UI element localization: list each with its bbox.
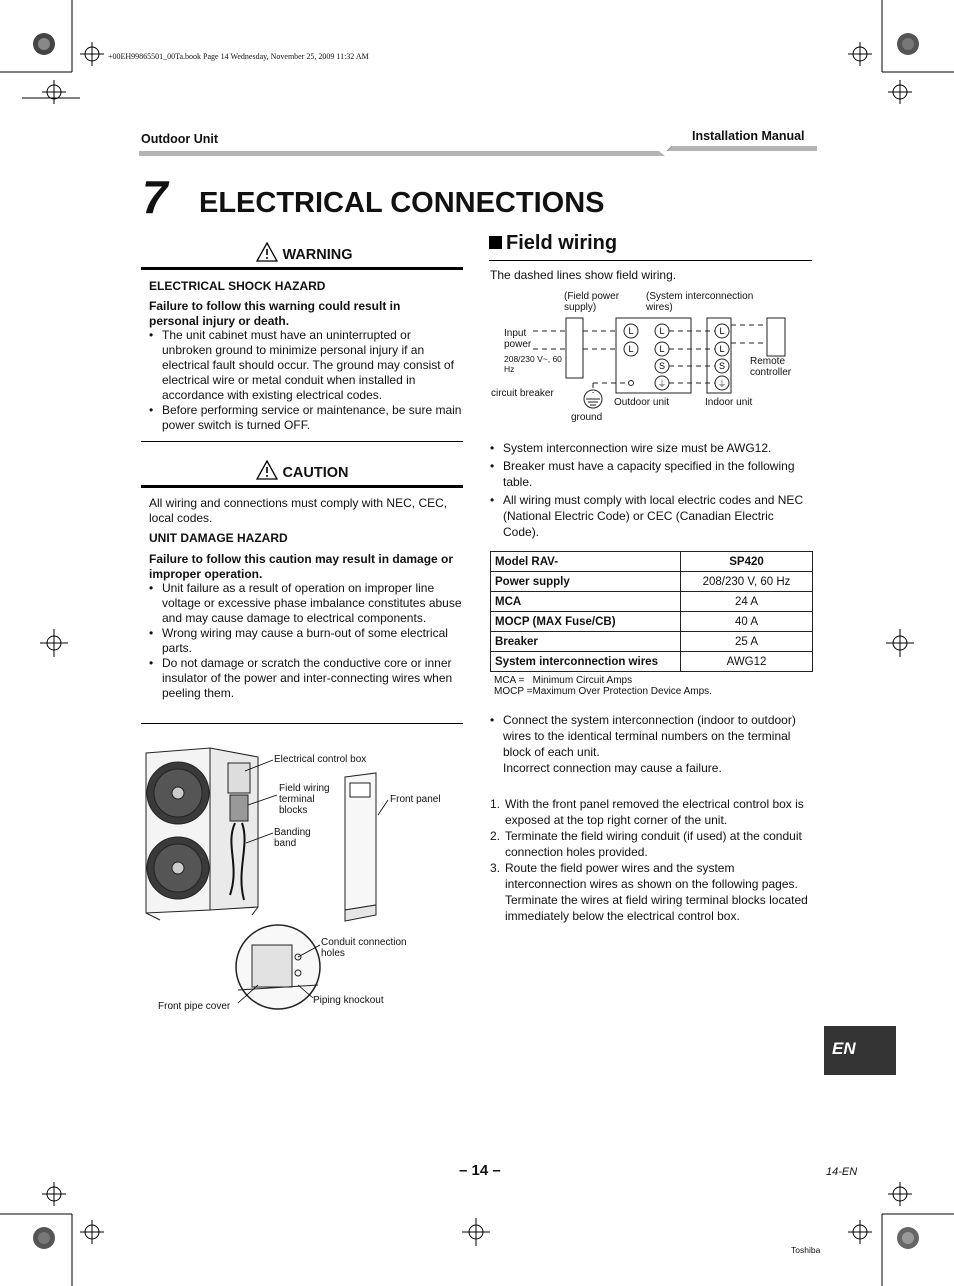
terminal-label: L [628,326,634,336]
terminal-label: ⏚ [717,379,727,389]
terminal-label: S [718,361,726,371]
caution-title: CAUTION [282,465,349,481]
table-row [491,612,813,632]
field-wiring-bullet: • All wiring must comply with local electric codes and NEC (National Electric Code) or CEC (Canadian Electric Code). [490,492,812,540]
table-cell: 208/230 V, 60 Hz [681,572,813,592]
field-wiring-bullet: • System interconnection wire size must be AWG12. [490,440,812,456]
table-row [491,572,813,592]
table-cell: MCA [491,592,681,612]
section-square-icon [489,236,502,249]
table-cell: Power supply [491,572,681,592]
label-ground: ground [571,412,603,423]
label-conduit-holes: Conduit connection holes [321,937,407,959]
terminal-label: ⏚ [657,379,667,389]
field-wiring-rule [489,260,812,261]
warning-rule-bottom [141,441,463,442]
label-input-power: Input power [504,328,532,350]
table-cell: SP420 [681,552,813,572]
table-note-mocp: MOCP =Maximum Over Protection Device Amps. [494,686,712,697]
terminal-label: L [659,326,665,336]
header-left: Outdoor Unit [141,132,219,146]
chapter-title: ELECTRICAL CONNECTIONS [199,187,605,219]
warning-triangle-icon [256,242,278,262]
caution-bullets [149,581,463,701]
table-note-mca: MCA = Minimum Circuit Amps [494,675,633,686]
step-item: 3. Route the field power wires and the system interconnection wires as shown on the following pages. Terminate the wires at field wiring terminal blocks located immediately below the electrical control box. [490,861,808,923]
caution-bullet: • Do not damage or scratch the conductive core or inner insulator of the power and inter-connecting wires when peeling them. [149,656,463,701]
table-row [491,632,813,652]
warning-bullet: • The unit cabinet must have an uninterrupted or unbroken ground to minimize personal injury if an electrical fault should occur. The ground may consist of electrical wire or metal conduit when installed in accordance with existing electrical codes. [149,328,463,403]
terminal-label: L [659,344,665,354]
warning-bullet: • Before performing service or maintenance, be sure main power switch is turned OFF. [149,403,463,433]
label-voltage: 208/230 V~, 60 Hz [504,354,562,374]
table-row [491,652,813,672]
language-tab [824,1026,896,1075]
caution-intro: All wiring and connections must comply with NEC, CEC, local codes. [149,496,448,525]
table-cell: 25 A [681,632,813,652]
connect-note: Incorrect connection may cause a failure. [503,761,722,775]
label-front-panel: Front panel [390,794,441,805]
step-text: Route the field power wires and the system interconnection wires as shown on the following pages. Terminate the wires at field wiring terminal blocks located immediately below the electrical control box. [505,861,808,923]
caution-bullet: • Wrong wiring may cause a burn-out of some electrical parts. [149,626,463,656]
header-rule [139,146,817,158]
label-system-wires: (System interconnection wires) [646,291,754,313]
field-wiring-intro: The dashed lines show field wiring. [490,268,677,282]
label-circuit-breaker: circuit breaker [491,388,554,399]
caution-triangle-icon [256,460,278,480]
caution-heading [256,460,349,482]
warning-hazard: ELECTRICAL SHOCK HAZARD [149,279,326,293]
field-wiring-bullet: • Breaker must have a capacity specified in the following table. [490,458,812,490]
table-row [491,592,813,612]
label-control-box: Electrical control box [274,754,367,765]
step-item: 1. With the front panel removed the electrical control box is exposed at the top right corner of the unit. [490,797,804,827]
table-cell: MOCP (MAX Fuse/CB) [491,612,681,632]
header-right: Installation Manual [692,129,805,143]
terminal-label: L [719,344,725,354]
table-cell: 40 A [681,612,813,632]
step-item: 2. Terminate the field wiring conduit (if used) at the conduit connection holes provided. [490,829,802,859]
field-wiring-heading [489,232,617,255]
label-terminal-blocks: Field wiring terminal blocks [279,783,330,816]
field-wiring-bullets [490,440,812,540]
chapter-number: 7 [142,171,168,223]
table-cell: Breaker [491,632,681,652]
warning-rule-top [141,267,463,270]
table-cell: System interconnection wires [491,652,681,672]
label-field-power: (Field power supply) [564,291,620,313]
steps-list [490,796,812,924]
footer-brand: Toshiba [791,1245,821,1255]
field-wiring-title: Field wiring [506,232,618,254]
connect-bullet-list [490,712,812,760]
page-code: 14-EN [826,1166,858,1178]
caution-consequence: Failure to follow this caution may result in damage or improper operation. [149,552,454,581]
page-number: – 14 – [459,1162,501,1179]
language-tab-label: EN [832,1039,856,1058]
label-indoor-unit: Indoor unit [705,397,753,408]
caution-rule-bottom [141,723,463,724]
terminal-label: S [658,361,666,371]
connect-bullet: • Connect the system interconnection (indoor to outdoor) wires to the identical terminal numbers on the terminal block of each unit. [490,712,812,760]
terminal-label: L [719,326,725,336]
label-front-pipe-cover: Front pipe cover [158,1001,231,1012]
table-cell: 24 A [681,592,813,612]
table-cell: AWG12 [681,652,813,672]
caution-hazard: UNIT DAMAGE HAZARD [149,531,288,545]
label-piping-knockout: Piping knockout [313,995,384,1006]
warning-bullets [149,328,463,433]
spec-table [490,551,813,672]
warning-title: WARNING [282,247,353,263]
print-info: +00EH99865501_00Ta.book Page 14 Wednesday, November 25, 2009 11:32 AM [108,52,369,61]
caution-rule-top [141,485,463,488]
warning-heading [256,242,353,264]
terminal-label: L [628,344,634,354]
table-cell: Model RAV- [491,552,681,572]
caution-bullet: • Unit failure as a result of operation on improper line voltage or excessive phase imbalance constitutes abuse and may cause damage to electrical components. [149,581,463,626]
label-banding-band: Banding band [274,827,311,849]
step-text: With the front panel removed the electrical control box is exposed at the top right corner of the unit. [505,797,804,827]
step-text: Terminate the field wiring conduit (if used) at the conduit connection holes provided. [505,829,802,859]
label-remote: Remote controller [750,356,792,378]
table-row [491,552,813,572]
warning-consequence: Failure to follow this warning could result in personal injury or death. [149,299,401,328]
label-outdoor-unit: Outdoor unit [614,397,670,408]
